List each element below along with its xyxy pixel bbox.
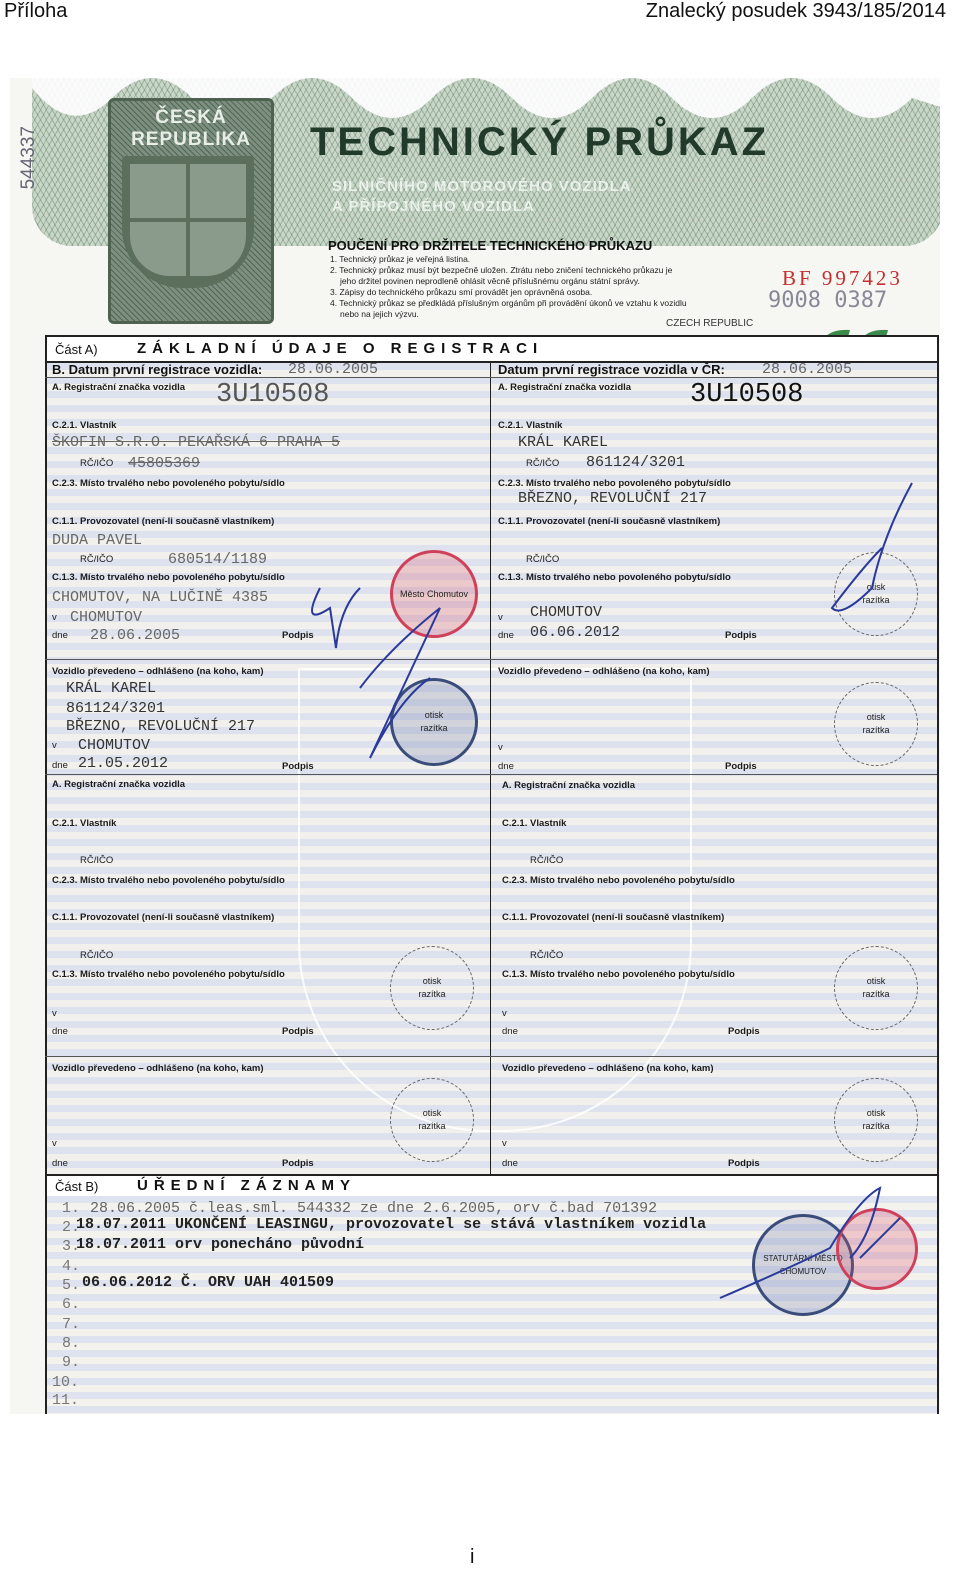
part-b-heading: ÚŘEDNÍ ZÁZNAMY (137, 1177, 356, 1194)
stamp-placeholder: otisk razítka (834, 946, 918, 1030)
record-number: 3. (62, 1238, 81, 1255)
v-label: v (52, 1008, 57, 1019)
dne-label: dne (52, 1158, 68, 1169)
operator-label: C.1.1. Provozovatel (není-li současně vlastníkem) (498, 516, 721, 527)
v-value: CHOMUTOV (530, 604, 603, 621)
document-title: TECHNICKÝ PRŮKAZ (310, 120, 770, 164)
record-text: 06.06.2012 Č. ORV UAH 401509 (82, 1274, 335, 1291)
rc-label: RČ/IČO (80, 855, 114, 866)
record-number: 9. (62, 1354, 81, 1371)
operator-rc-value: 680514/1189 (168, 551, 268, 568)
dne-label: dne (52, 1026, 68, 1037)
rc-label: RČ/IČO (80, 950, 114, 961)
signature-label: Podpis (282, 1158, 314, 1169)
transfer-label: Vozidlo převedeno – odhlášeno (na koho, kam) (498, 666, 710, 677)
official-stamp: otisk razítka (390, 678, 478, 766)
transfer-label: Vozidlo převedeno – odhlášeno (na koho, kam) (52, 1063, 264, 1074)
operator-label: C.1.1. Provozovatel (není-li současně vlastníkem) (502, 912, 725, 923)
operator-address-label: C.1.3. Místo trvalého nebo povoleného pobytu/sídlo (52, 572, 285, 583)
owner-rc-value: 45805369 (128, 455, 201, 472)
owner-label: C.2.1. Vlastník (52, 420, 117, 431)
transfer-label: Vozidlo převedeno – odhlášeno (na koho, kam) (52, 666, 264, 677)
record-text: 18.07.2011 orv ponecháno původní (76, 1236, 365, 1253)
stamp-placeholder: otisk razítka (834, 1078, 918, 1162)
signature-label: Podpis (725, 630, 757, 641)
dne-label: dne (502, 1026, 518, 1037)
record-number: 10. (52, 1374, 80, 1391)
owner-value: KRÁL KAREL (518, 434, 609, 451)
signature-label: Podpis (728, 1158, 760, 1169)
rc-label: RČ/IČO (80, 554, 114, 565)
margin-handwritten-number: 544337 (18, 126, 39, 190)
v-label: v (502, 1138, 507, 1149)
v-value: CHOMUTOV (70, 609, 143, 626)
record-number: 2. (62, 1219, 81, 1236)
rc-label: RČ/IČO (526, 458, 560, 469)
owner-address-label: C.2.3. Místo trvalého nebo povoleného pobytu/sídlo (52, 478, 285, 489)
signature-label: Podpis (725, 761, 757, 772)
record-number: 1. (62, 1200, 81, 1217)
header-right: Znalecký posudek 3943/185/2014 (645, 0, 946, 22)
page-number: i (470, 1546, 475, 1568)
signature-scribble-icon (710, 1178, 910, 1308)
stamp-placeholder: otisk razítka (390, 1078, 474, 1162)
owner-label: C.2.1. Vlastník (502, 818, 567, 829)
v-label: v (52, 1138, 57, 1149)
plate-label: A. Registrační značka vozidla (498, 382, 632, 393)
owner-address-label: C.2.3. Místo trvalého nebo povoleného pobytu/sídlo (502, 875, 735, 886)
operator-address-label: C.1.3. Místo trvalého nebo povoleného pobytu/sídlo (498, 572, 731, 583)
dne-label: dne (502, 1158, 518, 1169)
dne-label: dne (498, 630, 514, 641)
transfer-label: Vozidlo převedeno – odhlášeno (na koho, kam) (502, 1063, 714, 1074)
owner-value: ŠKOFIN S.R.O. PEKAŘSKÁ 6 PRAHA 5 (52, 434, 341, 451)
v-label: v (52, 740, 57, 751)
coat-of-arms-icon (122, 156, 254, 288)
plate-label: A. Registrační značka vozidla (52, 382, 186, 393)
owner-rc-value: 861124/3201 (586, 454, 686, 471)
record-number: 11. (52, 1392, 80, 1409)
dne-value: 06.06.2012 (530, 624, 621, 641)
record-text: 18.07.2011 UKONČENÍ LEASINGU, provozovatel se stává vlastníkem vozidla (76, 1216, 707, 1233)
plate-label: A. Registrační značka vozidla (502, 780, 636, 791)
v-label: v (52, 612, 57, 623)
transfer-line: 861124/3201 (66, 700, 166, 717)
first-reg-value: 28.06.2005 (288, 361, 379, 378)
rc-label: RČ/IČO (526, 554, 560, 565)
stamp-placeholder: otisk razítka (834, 682, 918, 766)
owner-label: C.2.1. Vlastník (498, 420, 563, 431)
signature-label: Podpis (282, 630, 314, 641)
v-label: v (498, 742, 503, 753)
record-number: 6. (62, 1296, 81, 1313)
owner-address-label: C.2.3. Místo trvalého nebo povoleného pobytu/sídlo (52, 875, 285, 886)
operator-label: C.1.1. Provozovatel (není-li současně vlastníkem) (52, 516, 275, 527)
instruction-line: 3. Zápisy do technického průkazu smí provádět jen oprávněná osoba. (330, 287, 593, 297)
rc-label: RČ/IČO (530, 950, 564, 961)
city-round-stamp: STATUTÁRNÍ MĚSTO CHOMUTOV (752, 1214, 854, 1316)
part-a-label: Část A) (55, 342, 98, 357)
header-left: Příloha (4, 0, 68, 22)
crest-text-2: REPUBLIKA (131, 129, 251, 150)
transfer-line: KRÁL KAREL (66, 680, 157, 697)
rc-label: RČ/IČO (80, 458, 114, 469)
operator-address-label: C.1.3. Místo trvalého nebo povoleného pobytu/sídlo (52, 969, 285, 980)
record-number: 4. (62, 1258, 81, 1275)
stamp-placeholder: otisk razítka (834, 552, 918, 636)
city-stamp: Město Chomutov (390, 550, 478, 638)
rc-label: RČ/IČO (530, 855, 564, 866)
owner-address-label: C.2.3. Místo trvalého nebo povoleného pobytu/sídlo (498, 478, 731, 489)
plate-value: 3U10508 (216, 380, 330, 410)
operator-label: C.1.1. Provozovatel (není-li současně vlastníkem) (52, 912, 275, 923)
owner-address-value: BŘEZNO, REVOLUČNÍ 217 (518, 490, 708, 507)
operator-address-label: C.1.3. Místo trvalého nebo povoleného pobytu/sídlo (502, 969, 735, 980)
signature-label: Podpis (282, 1026, 314, 1037)
operator-address-value: CHOMUTOV, NA LUČINĚ 4385 (52, 589, 269, 606)
first-reg-cr-value: 28.06.2005 (762, 361, 853, 378)
instruction-line: nebo na jejich výzvu. (340, 309, 419, 319)
v-label: v (502, 1008, 507, 1019)
instruction-line: 2. Technický průkaz musí být bezpečně uložen. Ztrátu nebo zničení technického průkazu je (330, 265, 673, 275)
plate-label: A. Registrační značka vozidla (52, 779, 186, 790)
instruction-line: jeho držitel povinen neprodleně ohlásit věcně příslušnému orgánu státní správy. (340, 276, 640, 286)
signature-scribble-icon (300, 548, 460, 778)
operator-value: DUDA PAVEL (52, 532, 143, 549)
dne-label: dne (498, 761, 514, 772)
dne-label: dne (52, 630, 68, 641)
dne-label: dne (52, 760, 68, 771)
record-number: 8. (62, 1335, 81, 1352)
part-b-label: Část B) (55, 1179, 99, 1194)
document-subtitle-1: SILNIČNÍHO MOTOROVÉHO VOZIDLA (332, 178, 632, 195)
instruction-line: 4. Technický průkaz se předkládá příslušným orgánům při provádění úkonů ve vztahu k vozidlu (330, 298, 687, 308)
record-number: 7. (62, 1316, 81, 1333)
plate-value: 3U10508 (690, 380, 804, 410)
transfer-dne-value: 21.05.2012 (78, 755, 169, 772)
signature-label: Podpis (282, 761, 314, 772)
signature-label: Podpis (728, 1026, 760, 1037)
instructions-title: POUČENÍ PRO DRŽITELE TECHNICKÉHO PRŮKAZU (328, 238, 653, 253)
document-subtitle-2: A PŘÍPOJNÉHO VOZIDLA (332, 198, 535, 215)
signature-scribble-icon (822, 478, 922, 628)
first-reg-cr-label: Datum první registrace vozidla v ČR: (498, 362, 725, 377)
record-number: 5. (62, 1277, 81, 1294)
transfer-v-value: CHOMUTOV (78, 737, 151, 754)
country-label: CZECH REPUBLIC (666, 318, 754, 329)
v-label: v (498, 612, 503, 623)
dne-value: 28.06.2005 (90, 627, 181, 644)
record-text: 28.06.2005 č.leas.sml. 544332 ze dne 2.6.2005, orv č.bad 701392 (90, 1200, 658, 1217)
first-reg-label: B. Datum první registrace vozidla: (52, 362, 263, 377)
part-a-heading: ZÁKLADNÍ ÚDAJE O REGISTRACI (137, 340, 544, 357)
stamp-placeholder: otisk razítka (390, 946, 474, 1030)
serial-number: BF 997423 (782, 266, 903, 290)
scanned-document (10, 78, 940, 1414)
instruction-line: 1. Technický průkaz je veřejná listina. (330, 254, 471, 264)
transfer-line: BŘEZNO, REVOLUČNÍ 217 (66, 718, 256, 735)
crest-text-1: ČESKÁ (155, 107, 227, 128)
handwritten-number: 9008 0387 (768, 288, 888, 313)
owner-label: C.2.1. Vlastník (52, 818, 117, 829)
